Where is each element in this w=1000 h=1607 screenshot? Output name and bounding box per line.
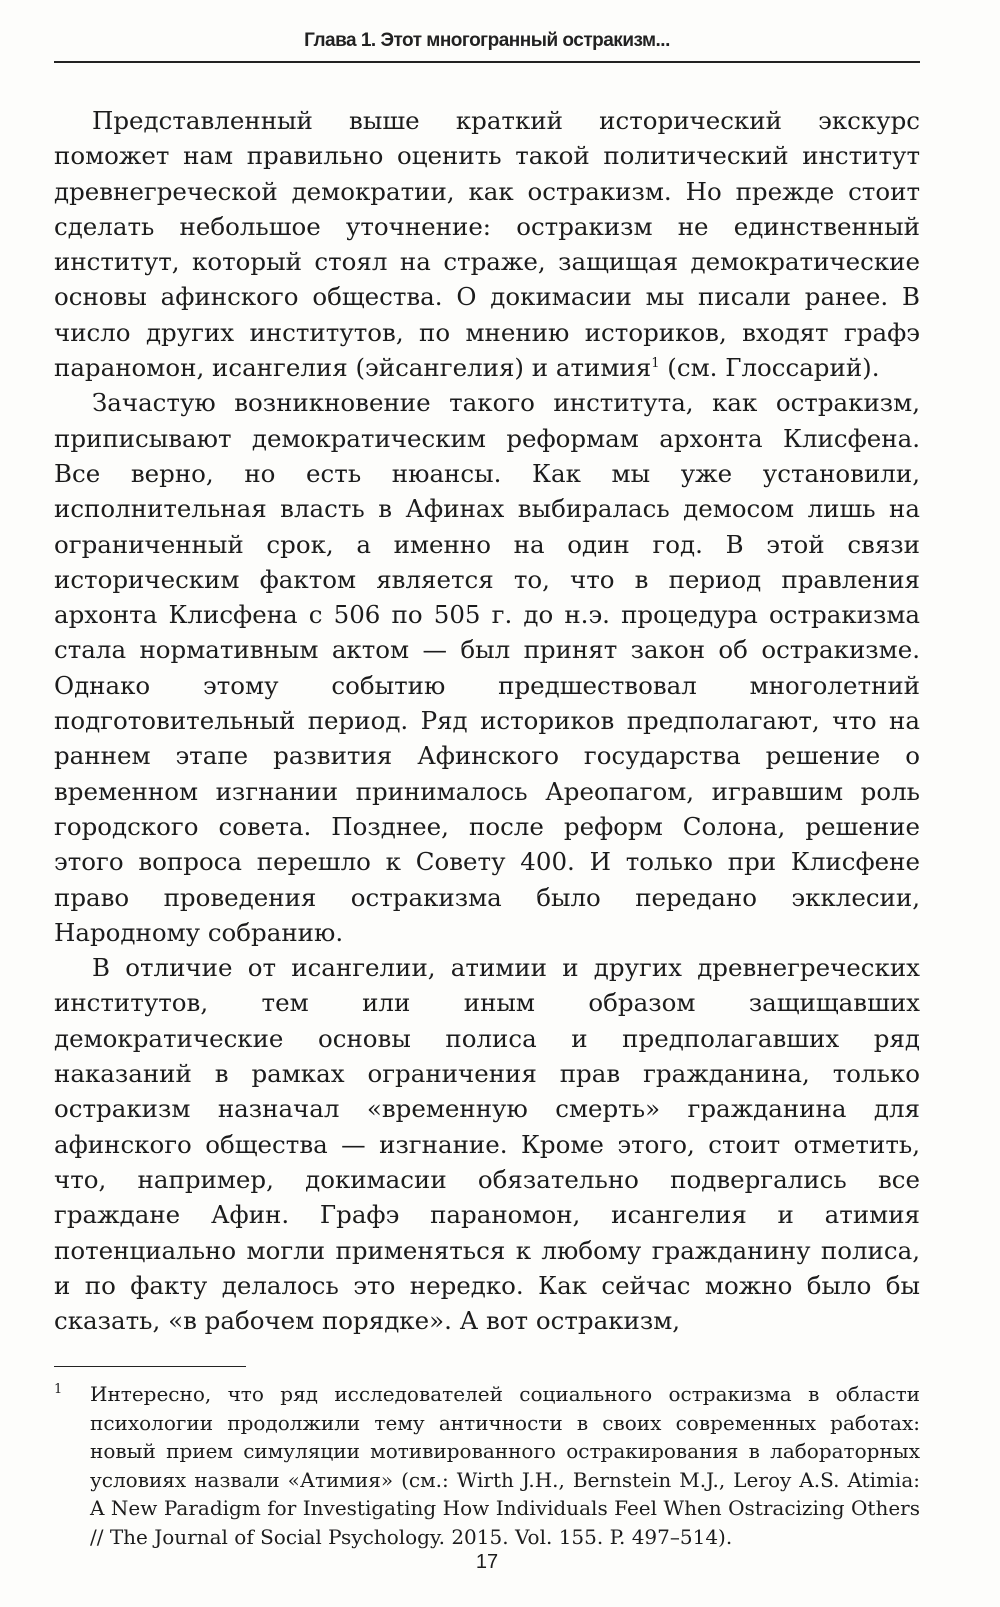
footnote-number: 1: [54, 1382, 63, 1397]
paragraph-1: [54, 103, 920, 385]
page-number: 17: [475, 1551, 499, 1573]
paragraph-1-tail: (см. Глоссарий).: [659, 353, 880, 383]
paragraph-1-text: Представленный выше краткий исторический экскурс поможет нам правильно оценить такой политический институт древнегреческой демократии, как остракизм. Но прежде стоит сделать небольшое уточнение: остракизм не единственный институт, который стоял на страже, защищая демократические основы афинского общества. О докимасии мы писали ранее. В число других институтов, по мнению историков, входят графэ параномон, исангелия (эйсангелия) и атимия: [54, 106, 920, 383]
paragraph-3: В отличие от исангелии, атимии и других древнегреческих институтов, тем или иным образом защищавших демократические основы полиса и предполагавших ряд наказаний в рамках ограничения прав гражданина, только остракизм назначал «временную смерть» гражданина для афинского общества — изгнание. Кроме этого, стоит отметить, что, например, докимасии обязательно подвергались все граждане Афин. Графэ параномон, исангелия и атимия потенциально могли применяться к любому гражданину полиса, и по факту делалось это нередко. Как сейчас можно было бы сказать, «в рабочем порядке». А вот остракизм,: [54, 953, 920, 1336]
paragraph-2: Зачастую возникновение такого института, как остракизм, приписывают демократическим реформам архонта Клисфена. Все верно, но есть нюансы. Как мы уже установили, исполнительная власть в Афинах выбиралась демосом лишь на ограниченный срок, а именно на один год. В этой связи историческим фактом является то, что в период правления архонта Клисфена с 506 по 505 г. до н.э. процедура остракизма стала нормативным актом — был принят закон об остракизме. Однако этому событию предшествовал многолетний подготовительный период. Ряд историков предполагают, что на раннем этапе развития Афинского государства решение о временном изгнании принималось Ареопагом, игравшим роль городского совета. Позднее, после реформ Солона, решение этого вопроса перешло к Совету 400. И только при Клисфене право проведения остракизма было передано экклесии, Народному собранию.: [54, 388, 920, 947]
footnote-reference[interactable]: 1: [651, 355, 660, 371]
footnote: [54, 1380, 920, 1551]
main-text: [54, 103, 920, 1338]
header-rule: [54, 61, 920, 63]
footnote-rule: [54, 1366, 246, 1367]
running-head: Глава 1. Этот многогранный остракизм...: [304, 30, 670, 51]
footnote-text: Интересно, что ряд исследователей социального остракизма в области психологии продолжили тему античности в своих современных работах: новый прием симуляции мотивированного остракирования в лабораторных условиях назвали «Атимия» (см.: Wirth J.H., Bernstein M.J., Leroy A.S. Atimia: A New Paradigm for Investigating How Individuals Feel When Ostracizing Others // The Journal of Social Psychology. 2015. Vol. 155. P. 497–514).: [90, 1382, 920, 1549]
